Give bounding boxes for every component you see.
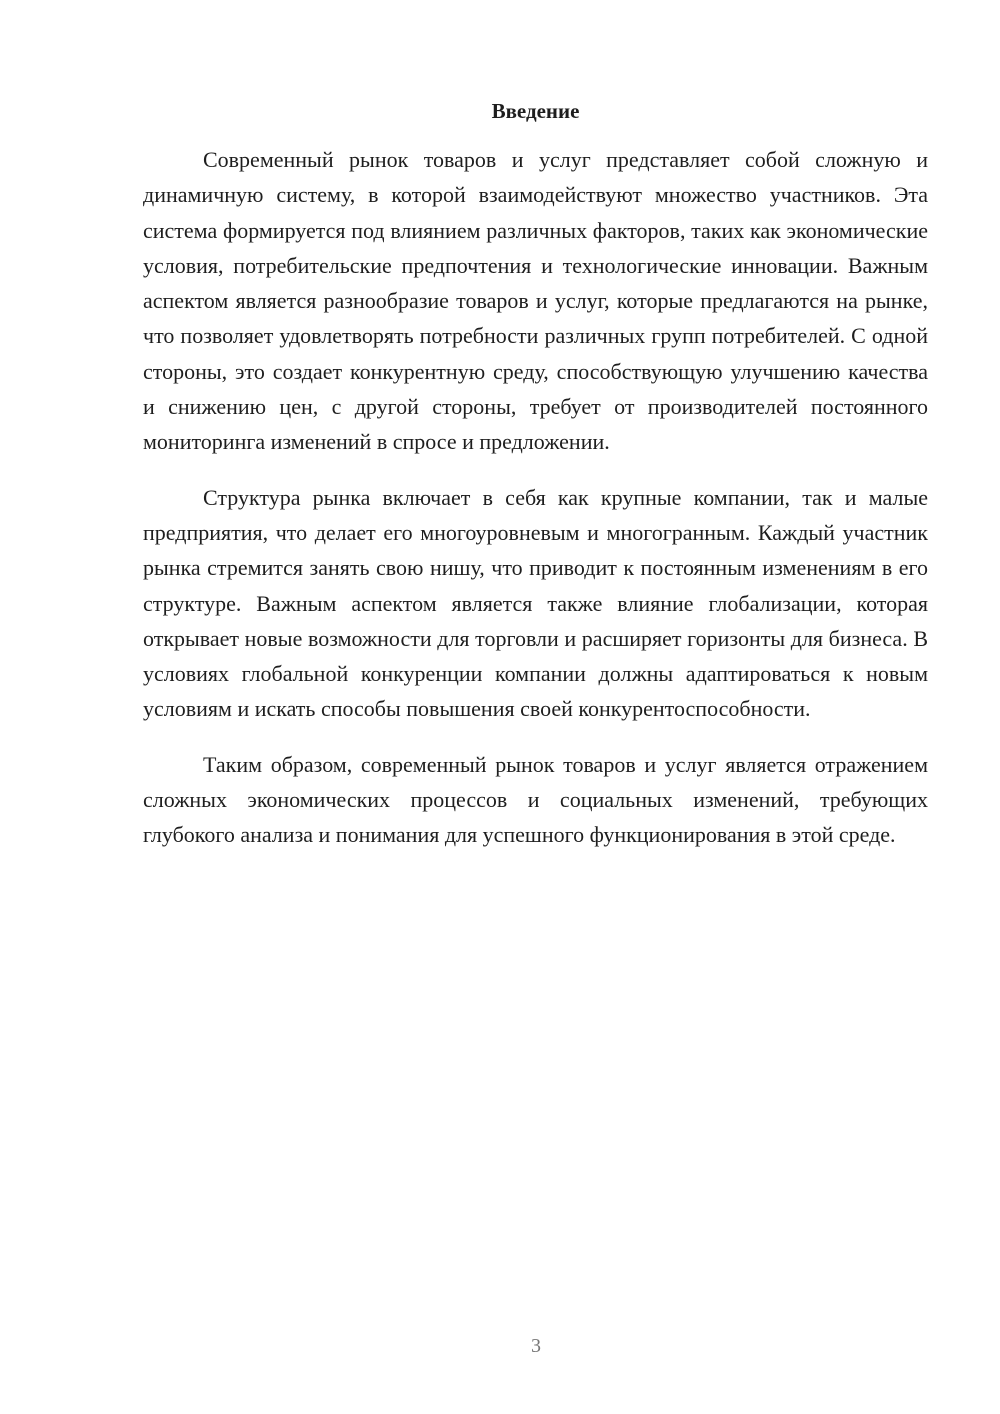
paragraph-3: Таким образом, современный рынок товаров и услуг является отражением сложных экономических процессов и социальных изменений, требующих глубокого анализа и понимания для успешного функционирования в этой среде. (143, 751, 928, 848)
paragraph-1: Современный рынок товаров и услуг представляет собой сложную и динамичную систему, в которой взаимодействуют множество участников. Эта система формируется под влиянием различных факторов, таких как экономические условия, потребительские предпочтения и технологические инновации. Важным аспектом является разнообразие товаров и услуг, которые предлагаются на рынке, что позволяет удовлетворять потребности различных групп потребителей. С одной стороны, это создает конкурентную среду, способствующую улучшению качества и снижению цен, с другой стороны, требует от производителей постоянного мониторинга изменений в спросе и предложении. (143, 147, 928, 455)
page-number: 3 (531, 1335, 541, 1357)
body-text (143, 142, 928, 853)
paragraph-2: Структура рынка включает в себя как крупные компании, так и малые предприятия, что делает его многоуровневым и многогранным. Каждый участник рынка стремится занять свою нишу, что приводит к постоянным изменениям в его структуре. Важным аспектом является также влияние глобализации, которая открывает новые возможности для торговли и расширяет горизонты для бизнеса. В условиях глобальной конкуренции компании должны адаптироваться к новым условиям и искать способы повышения своей конкурентоспособности. (143, 484, 928, 722)
section-heading: Введение (491, 99, 580, 123)
